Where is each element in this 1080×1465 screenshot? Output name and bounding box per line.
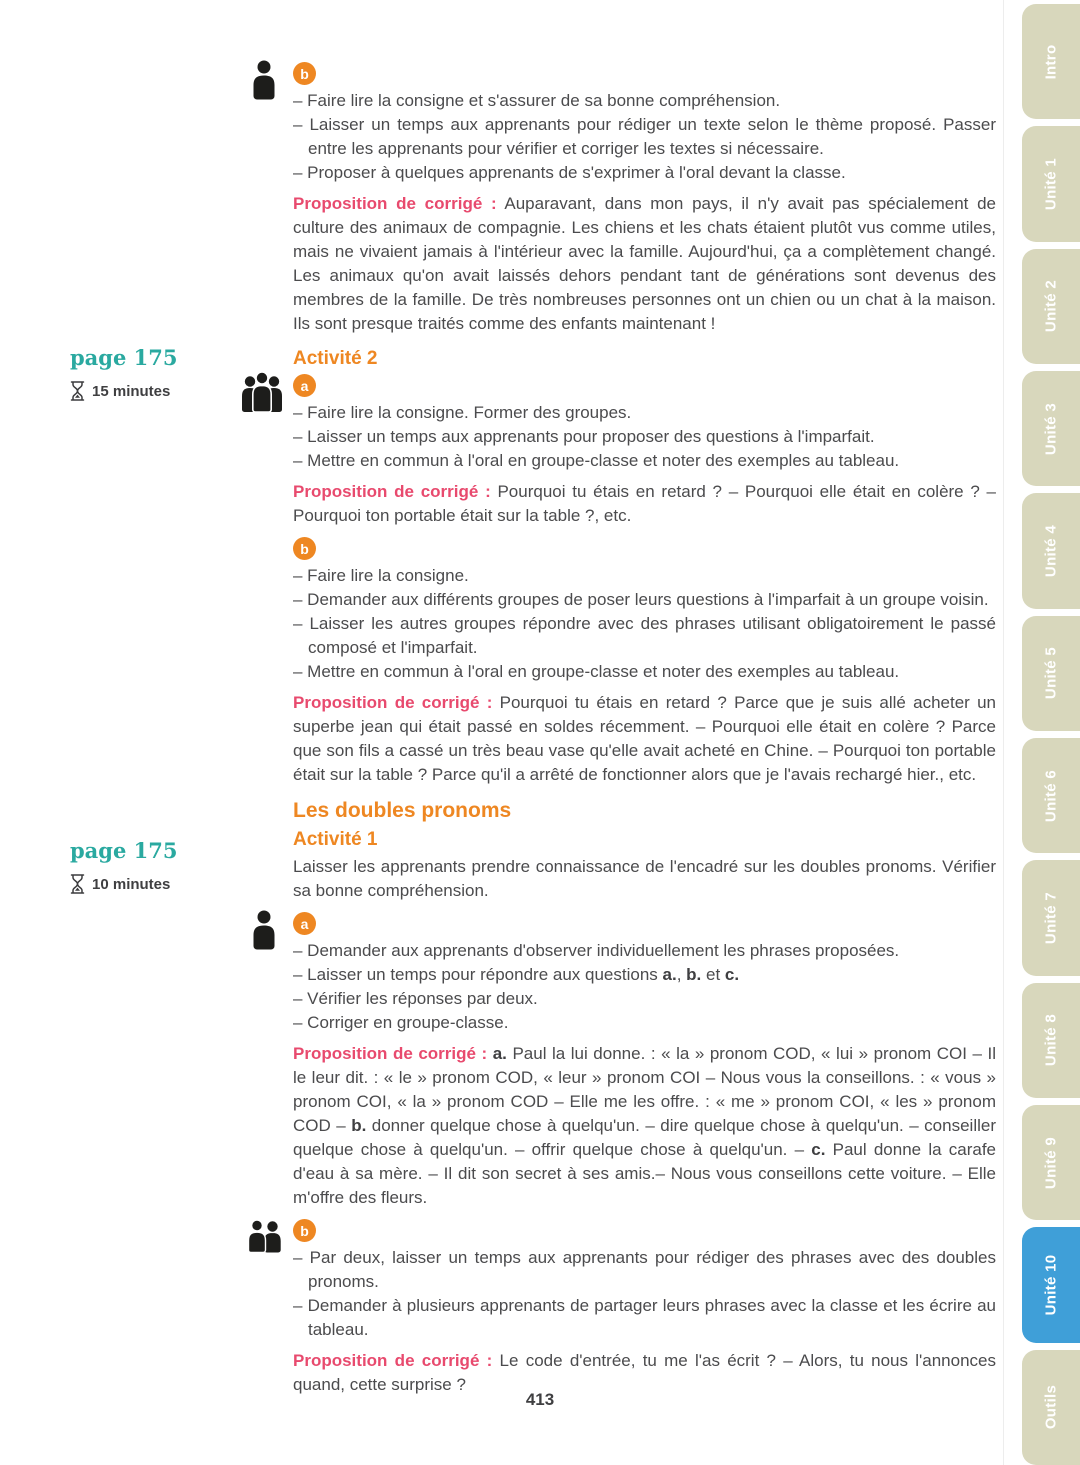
page-reference: page 175 (70, 838, 178, 863)
tab-label: Unité 3 (1042, 402, 1060, 455)
single-person-icon (251, 60, 277, 107)
step-header-b (293, 62, 996, 86)
activity-intro: Laisser les apprenants prendre connaissance de l'encadré sur les doubles pronoms. Vérifier sa bonne compréhension. (293, 857, 996, 900)
step-header-b (293, 537, 996, 561)
proposition-text: donner quelque chose à quelqu'un. – dire quelque chose à quelqu'un. – conseiller quelque chose à quelqu'un. – offrir quelque chose à quelqu'un. – (293, 1116, 996, 1159)
instruction-bullet: – Laisser un temps aux apprenants pour rédiger un texte selon le thème proposé. Passer entre les apprenants pour vérifier et corriger les textes si nécessaire. (293, 115, 996, 158)
proposition-corrige (293, 1042, 996, 1210)
proposition-text: Auparavant, dans mon pays, il n'y avait pas spécialement de culture des animaux de compagnie. Les chiens et les chats étaient plutôt vus comme utiles, mais ne vivaient jamais à l'intérieur avec la famille. Aujourd'hui, ça a complètement changé. Les animaux qu'on avait laissés dehors pendant tant de générations sont devenus des membres de la famille. De très nombreuses personnes ont un chien ou un chat à la maison. Ils sont presque traités comme des enfants maintenant ! (293, 194, 996, 333)
tab-unite-4[interactable] (1022, 493, 1080, 608)
tab-label: Unité 5 (1042, 647, 1060, 700)
tab-label: Unité 10 (1042, 1254, 1060, 1316)
tab-label: Unité 4 (1042, 524, 1060, 578)
proposition-label: Proposition de corrigé : (293, 194, 497, 213)
main-content (293, 62, 996, 1397)
tab-unite-8[interactable] (1022, 983, 1080, 1098)
three-person-group-icon (241, 371, 283, 420)
tab-unite-9[interactable] (1022, 1105, 1080, 1220)
proposition-text: Paul la lui donne. : « la » pronom COD, « lui » pronom COI – Il le leur dit. : « le » pronom COD, « leur » pronom COI – Nous vous la conseillons. : « vous » pronom COI, « la » pronom COD – Elle me les offre. : « me » pronom COI, « les » pronom COD – (293, 1044, 997, 1135)
instruction-bullet: – Vérifier les réponses par deux. (293, 989, 538, 1008)
tab-label: Outils (1042, 1385, 1060, 1430)
duration-label: 15 minutes (92, 382, 171, 400)
instruction-bullet: – Laisser un temps aux apprenants pour proposer des questions à l'imparfait. (293, 427, 875, 446)
single-person-icon (251, 910, 277, 957)
step-badge: a (293, 374, 316, 397)
step-header-a (293, 374, 996, 398)
bold-ref: b. (686, 965, 702, 984)
activity-title: Activité 1 (293, 829, 378, 850)
tab-unite-7[interactable] (1022, 860, 1080, 975)
bullet-text: et (701, 965, 725, 984)
proposition-text: Pourquoi tu étais en retard ? – Pourquoi elle était en colère ? – Pourquoi ton portable était sur la table ?, etc. (293, 482, 996, 525)
tab-label: Intro (1042, 44, 1060, 80)
instruction-bullet: – Demander aux apprenants d'observer individuellement les phrases proposées. (293, 941, 900, 960)
activity-title: Activité 2 (293, 348, 378, 369)
step-badge: b (293, 1219, 316, 1242)
instruction-bullet: – Faire lire la consigne. (293, 566, 469, 585)
step-badge: b (293, 62, 316, 85)
tab-unite-1[interactable] (1022, 126, 1080, 241)
proposition-text: Paul donne la carafe d'eau à sa mère. – Il dit son secret à ses amis.– Nous vous conseillons cette voiture. – Elle m'offre des fleurs. (293, 1140, 996, 1207)
proposition-text: Pourquoi tu étais en retard ? Parce que je suis allé acheter un superbe jean qui était passé en soldes récemment. – Pourquoi elle était en colère ? Parce que son fils a cassé un très beau vase qu'elle avait acheté en Chine. – Pourquoi ton portable était sur la table ? Parce qu'il a arrêté de fonctionner alors que je l'avais rechargé hier., etc. (293, 693, 996, 784)
tab-unite-5[interactable] (1022, 616, 1080, 731)
bullet-text: – Laisser un temps pour répondre aux questions (293, 965, 663, 984)
unit-tab-sidebar (1022, 0, 1080, 1465)
proposition-label: Proposition de corrigé : (293, 1351, 493, 1370)
instruction-bullet: – Demander aux différents groupes de poser leurs questions à l'imparfait à un groupe voisin. (293, 590, 989, 609)
proposition-label: Proposition de corrigé : (293, 693, 493, 712)
page-edge-line (1003, 0, 1004, 1465)
proposition-corrige (293, 192, 996, 336)
tab-label: Unité 2 (1042, 280, 1060, 333)
duration-row (70, 381, 260, 401)
bold-ref: a. (487, 1044, 507, 1063)
step-badge: a (293, 912, 316, 935)
bold-ref: b. (351, 1116, 367, 1135)
tab-unite-6[interactable] (1022, 738, 1080, 853)
duration-row (70, 874, 260, 894)
tab-label: Unité 6 (1042, 769, 1060, 822)
tab-unite-10[interactable] (1022, 1227, 1080, 1342)
proposition-label: Proposition de corrigé : (293, 482, 491, 501)
instruction-bullet (293, 963, 996, 987)
instruction-bullet: – Faire lire la consigne. Former des groupes. (293, 403, 632, 422)
instruction-bullet: – Corriger en groupe-classe. (293, 1013, 509, 1032)
instruction-bullet: – Demander à plusieurs apprenants de partager leurs phrases avec la classe et les écrire au tableau. (293, 1296, 996, 1339)
instruction-bullet: – Proposer à quelques apprenants de s'exprimer à l'oral devant la classe. (293, 163, 846, 182)
tab-unite-3[interactable] (1022, 371, 1080, 486)
hourglass-icon (70, 381, 85, 401)
instruction-bullet: – Mettre en commun à l'oral en groupe-classe et noter des exemples au tableau. (293, 662, 900, 681)
instruction-bullet: – Mettre en commun à l'oral en groupe-classe et noter des exemples au tableau. (293, 451, 900, 470)
tab-label: Unité 9 (1042, 1136, 1060, 1189)
section-title: Les doubles pronoms (293, 799, 512, 822)
tab-label: Unité 1 (1042, 157, 1060, 211)
step-header-a (293, 912, 996, 936)
bold-ref: a. (662, 965, 677, 984)
proposition-label: Proposition de corrigé : (293, 1044, 488, 1063)
duration-label: 10 minutes (92, 875, 171, 893)
page-reference: page 175 (70, 345, 178, 370)
step-header-b (293, 1219, 996, 1243)
instruction-bullet: – Par deux, laisser un temps aux apprenants pour rédiger des phrases avec des doubles pronoms. (293, 1248, 996, 1291)
instruction-bullet: – Laisser les autres groupes répondre avec des phrases utilisant obligatoirement le passé composé et l'imparfait. (293, 614, 996, 657)
step-badge: b (293, 537, 316, 560)
bold-ref: c. (724, 965, 740, 984)
page-number: 413 (525, 1390, 555, 1409)
tab-intro[interactable] (1022, 4, 1080, 119)
hourglass-icon (70, 874, 85, 894)
proposition-text: Le code d'entrée, tu me l'as écrit ? – Alors, tu nous l'annonces quand, cette surprise ? (293, 1351, 996, 1394)
tab-unite-2[interactable] (1022, 249, 1080, 364)
margin-note-1 (70, 345, 260, 401)
margin-note-2 (70, 838, 260, 894)
proposition-corrige (293, 480, 996, 528)
proposition-corrige (293, 691, 996, 787)
tab-label: Unité 7 (1042, 891, 1060, 945)
tab-label: Unité 8 (1042, 1014, 1060, 1067)
bold-ref: c. (811, 1140, 826, 1159)
bullet-text: , (676, 965, 687, 984)
instruction-bullet: – Faire lire la consigne et s'assurer de sa bonne compréhension. (293, 91, 781, 110)
two-person-pair-icon (247, 1219, 283, 1260)
